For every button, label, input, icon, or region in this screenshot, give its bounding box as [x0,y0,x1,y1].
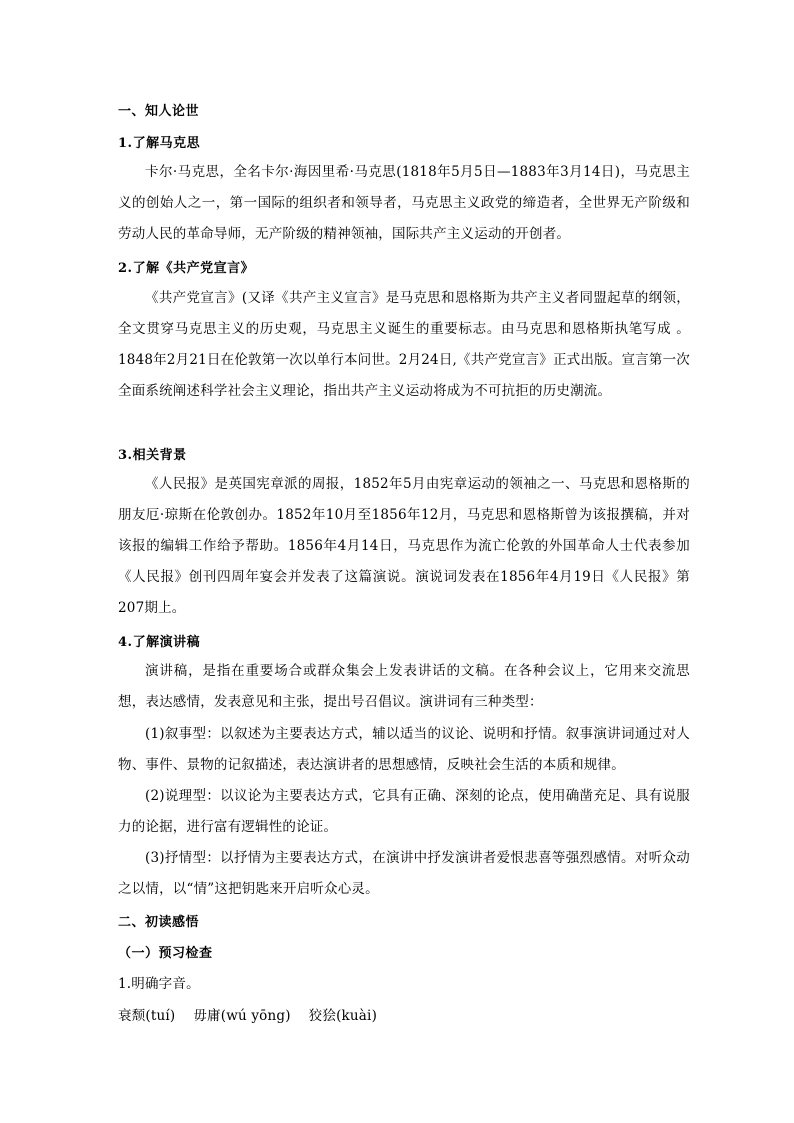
section-1-heading: 一、知人论世 [118,104,200,119]
speech-type-narrative: (1)叙事型：以叙述为主要表达方式，辅以适当的议论、说明和抒情。叙事演讲词通过对人物、事件、景物的记叙描述，表达演讲者的思想感情，反映社会生活的本质和规律。 [118,726,690,773]
section-1-3-paragraph: 《人民报》是英国宪章派的周报，1852年5月由宪章运动的领袖之一、马克思和恩格斯的朋友厄·琼斯在伦敦创办。1852年10月至1856年12月，马克思和恩格斯曾为该报撰稿，并对该报的编辑工作给予帮助。1856年4月14日，马克思作为流亡伦敦的外国革命人士代表参加《人民报》创刊四周年宴会并发表了这篇演说。演说词发表在1856年4月19日《人民报》第207期上。 [118,476,690,616]
section-1-2-heading: 2.了解《共产党宣言》 [118,261,255,276]
section-1-1-heading: 1.了解马克思 [118,136,201,151]
section-1-2-paragraph: 《共产党宣言》(又译《共产主义宣言》是马克思和恩格斯为共产主义者同盟起草的纲领，全文贯穿马克思主义的历史观，马克思主义诞生的重要标志。由马克思和恩格斯执笔写成 。1848年2月21日在伦敦第一次以单行本问世。2月24日,《共产党宣言》正式出版。宣言第一次全面系统阐述科学社会主义理论，指出共产主义运动将成为不可抗拒的历史潮流。 [118,290,690,399]
section-2-1-heading: （一）预习检查 [118,946,213,961]
speech-type-argumentative: (2)说理型：以议论为主要表达方式，它具有正确、深刻的论点，使用确凿充足、具有说服力的论据，进行富有逻辑性的论证。 [118,788,690,835]
section-2-heading: 二、初读感悟 [118,915,200,930]
question-1: 1.明确字音。 [118,976,200,992]
section-1-3-heading: 3.相关背景 [118,448,187,463]
section-1-1-paragraph: 卡尔·马克思，全名卡尔·海因里希·马克思(1818年5月5日—1883年3月14日)，马克思主义的创始人之一，第一国际的组织者和领导者，马克思主义政党的缔造者，全世界无产阶级和劳动人民的革命导师，无产阶级的精神领袖，国际共产主义运动的开创者。 [118,164,690,242]
speech-type-lyrical: (3)抒情型：以抒情为主要表达方式，在演讲中抒发演讲者爱恨悲喜等强烈感情。对听众动之以情，以“情”这把钥匙来开启听众心灵。 [118,850,690,897]
section-1-4-paragraph: 演讲稿，是指在重要场合或群众集会上发表讲话的文稿。在各种会议上，它用来交流思想，表达感情，发表意见和主张，提出号召倡议。演讲词有三种类型： [118,663,690,710]
section-1-4-heading: 4.了解演讲稿 [118,635,201,650]
pronunciation-words: 衰颓(tuí) 毋庸(wú yōng) 狡狯(kuài) [118,1008,378,1024]
